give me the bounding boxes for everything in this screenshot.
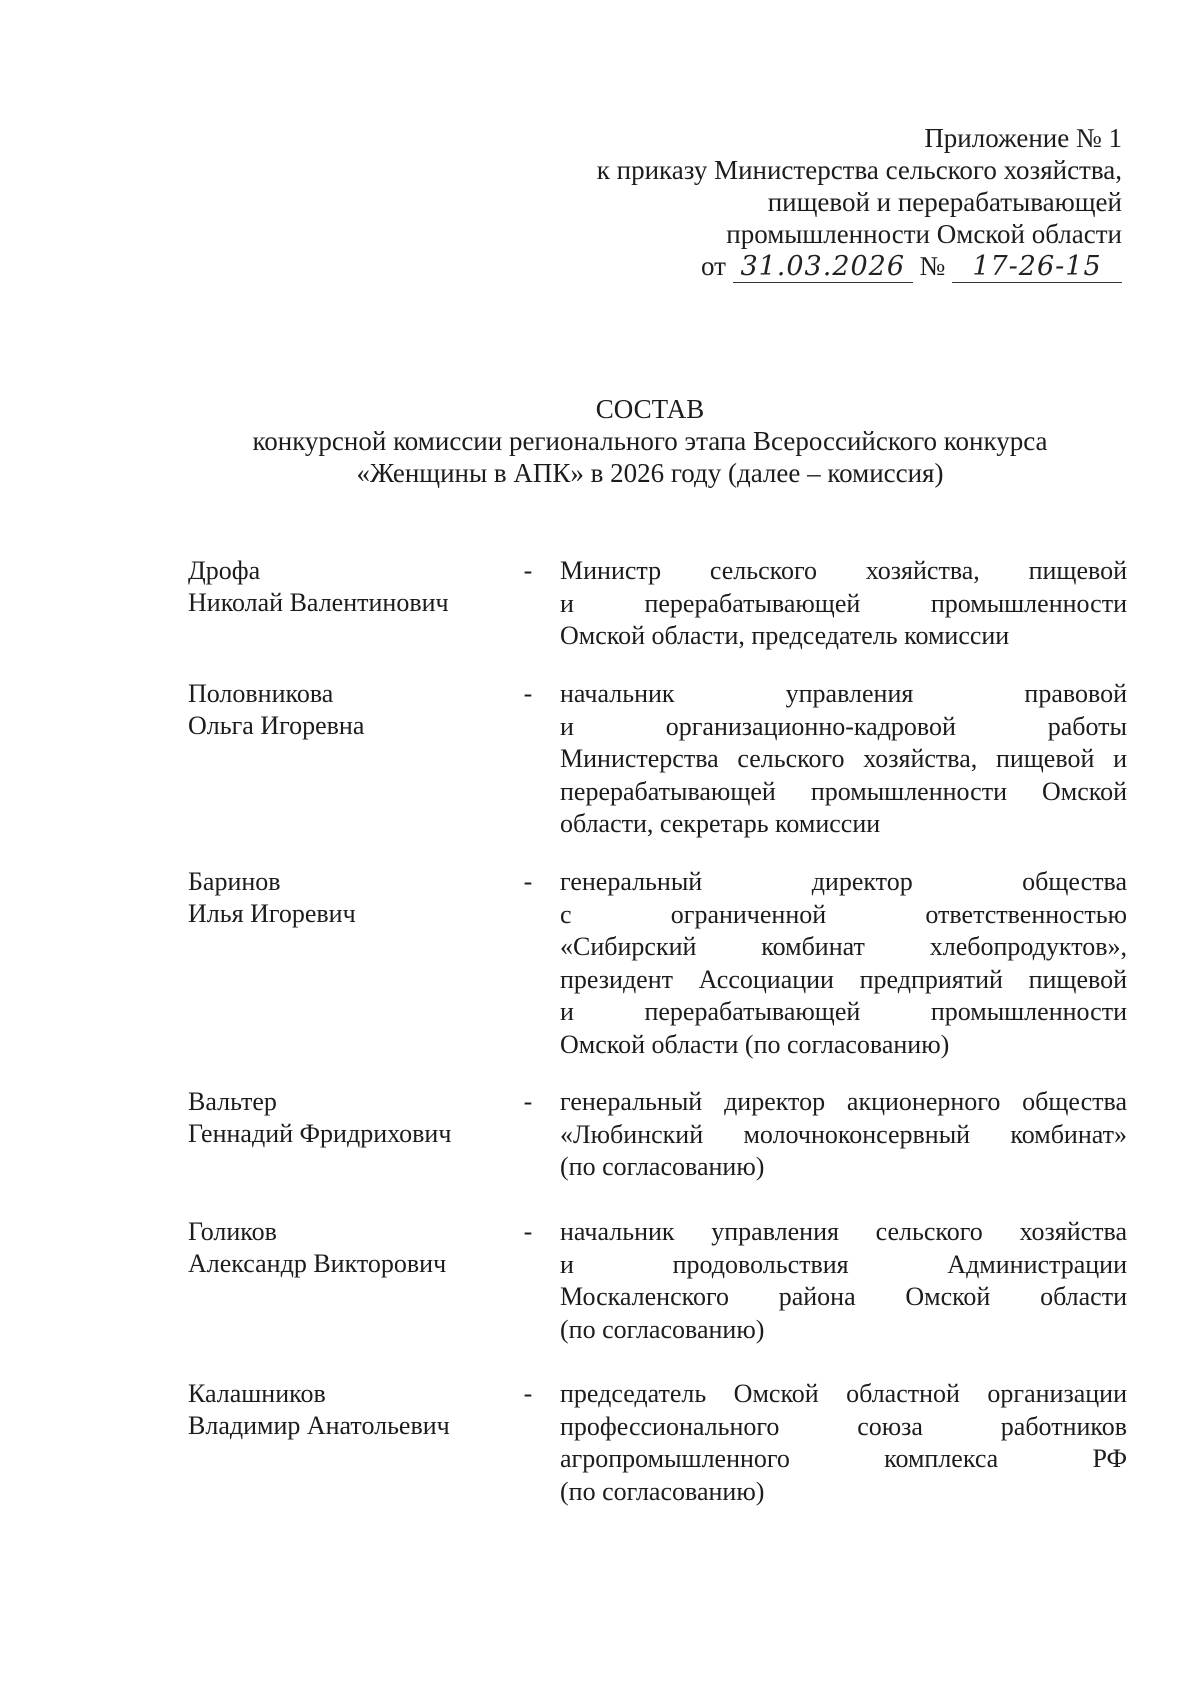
- role-line: Министр сельского хозяйства, пищевой: [560, 556, 1127, 585]
- member-name: [188, 1086, 508, 1150]
- member-surname: Дрофа: [188, 556, 261, 585]
- role-line: генеральный директор акционерного общества: [560, 1087, 1127, 1116]
- role-line: (по согласованию): [560, 1314, 765, 1344]
- handwritten-date: 31.03.2026: [733, 252, 913, 283]
- appendix-line: Приложение № 1: [924, 123, 1122, 153]
- member-given-names: Геннадий Фридрихович: [188, 1119, 452, 1148]
- role-line: «Любинский молочноконсервный комбинат»: [560, 1119, 1127, 1149]
- role-line: и перерабатывающей промышленности: [560, 588, 1127, 618]
- member-given-names: Николай Валентинович: [188, 588, 449, 617]
- date-prefix: от: [701, 251, 726, 281]
- role-line: и организационно-кадровой работы: [560, 711, 1127, 741]
- member-given-names: Владимир Анатольевич: [188, 1411, 450, 1440]
- role-line: с ограниченной ответственностью: [560, 899, 1127, 929]
- role-line: Москаленского района Омской области: [560, 1282, 1127, 1311]
- separator-dash: -: [523, 1217, 533, 1246]
- member-role: [560, 1086, 1127, 1184]
- member-name: [188, 1378, 508, 1442]
- member-surname: Баринов: [188, 867, 281, 896]
- role-line: профессионального союза работников: [560, 1411, 1127, 1441]
- role-line: (по согласованию): [560, 1476, 765, 1506]
- title-heading: СОСТАВ: [595, 394, 705, 424]
- role-line: перерабатывающей промышленности Омской: [560, 776, 1127, 806]
- member-surname: Половникова: [188, 679, 334, 708]
- member-name: [188, 555, 508, 619]
- appendix-line: к приказу Министерства сельского хозяйства,: [596, 155, 1122, 185]
- role-line: «Сибирский комбинат хлебопродуктов»,: [560, 932, 1127, 961]
- role-line: Омской области (по согласованию): [560, 1029, 950, 1059]
- separator-dash: -: [523, 1379, 533, 1408]
- title-line: «Женщины в АПК» в 2026 году (далее – комиссия): [356, 458, 944, 488]
- handwritten-number: 17-26-15: [952, 252, 1122, 283]
- member-role: [560, 866, 1127, 1061]
- member-surname: Голиков: [188, 1217, 277, 1246]
- separator-dash: -: [523, 679, 533, 708]
- role-line: (по согласованию): [560, 1152, 765, 1181]
- member-name: [188, 1216, 508, 1280]
- appendix-header: [500, 122, 1122, 283]
- member-name: [188, 866, 508, 930]
- role-line: Министерства сельского хозяйства, пищевой и: [560, 744, 1127, 773]
- order-date-number-row: [500, 250, 1122, 283]
- role-line: начальник управления правовой: [560, 679, 1127, 708]
- member-role: [560, 555, 1127, 653]
- role-line: Омской области, председатель комиссии: [560, 621, 1010, 650]
- role-line: и продовольствия Администрации: [560, 1249, 1127, 1279]
- separator-dash: -: [523, 1087, 533, 1116]
- member-surname: Калашников: [188, 1379, 326, 1408]
- role-line: и перерабатывающей промышленности: [560, 997, 1127, 1026]
- appendix-line: промышленности Омской области: [726, 219, 1122, 249]
- number-prefix: №: [919, 251, 946, 281]
- separator-dash: -: [523, 867, 533, 896]
- member-given-names: Илья Игоревич: [188, 899, 356, 928]
- role-line: президент Ассоциации предприятий пищевой: [560, 964, 1127, 994]
- member-role: [560, 1216, 1127, 1346]
- member-role: [560, 1378, 1127, 1508]
- member-given-names: Ольга Игоревна: [188, 711, 365, 740]
- member-surname: Вальтер: [188, 1087, 277, 1116]
- role-line: начальник управления сельского хозяйства: [560, 1217, 1127, 1246]
- role-line: генеральный директор общества: [560, 867, 1127, 896]
- member-given-names: Александр Викторович: [188, 1249, 447, 1278]
- role-line: агропромышленного комплекса РФ: [560, 1444, 1127, 1473]
- role-line: области, секретарь комиссии: [560, 809, 881, 838]
- role-line: председатель Омской областной организации: [560, 1379, 1127, 1408]
- appendix-line: пищевой и перерабатывающей: [767, 187, 1122, 217]
- member-name: [188, 678, 508, 742]
- title-line: конкурсной комиссии регионального этапа Всероссийского конкурса: [252, 426, 1048, 456]
- document-title: [150, 393, 1150, 489]
- separator-dash: -: [523, 556, 533, 585]
- member-role: [560, 678, 1127, 841]
